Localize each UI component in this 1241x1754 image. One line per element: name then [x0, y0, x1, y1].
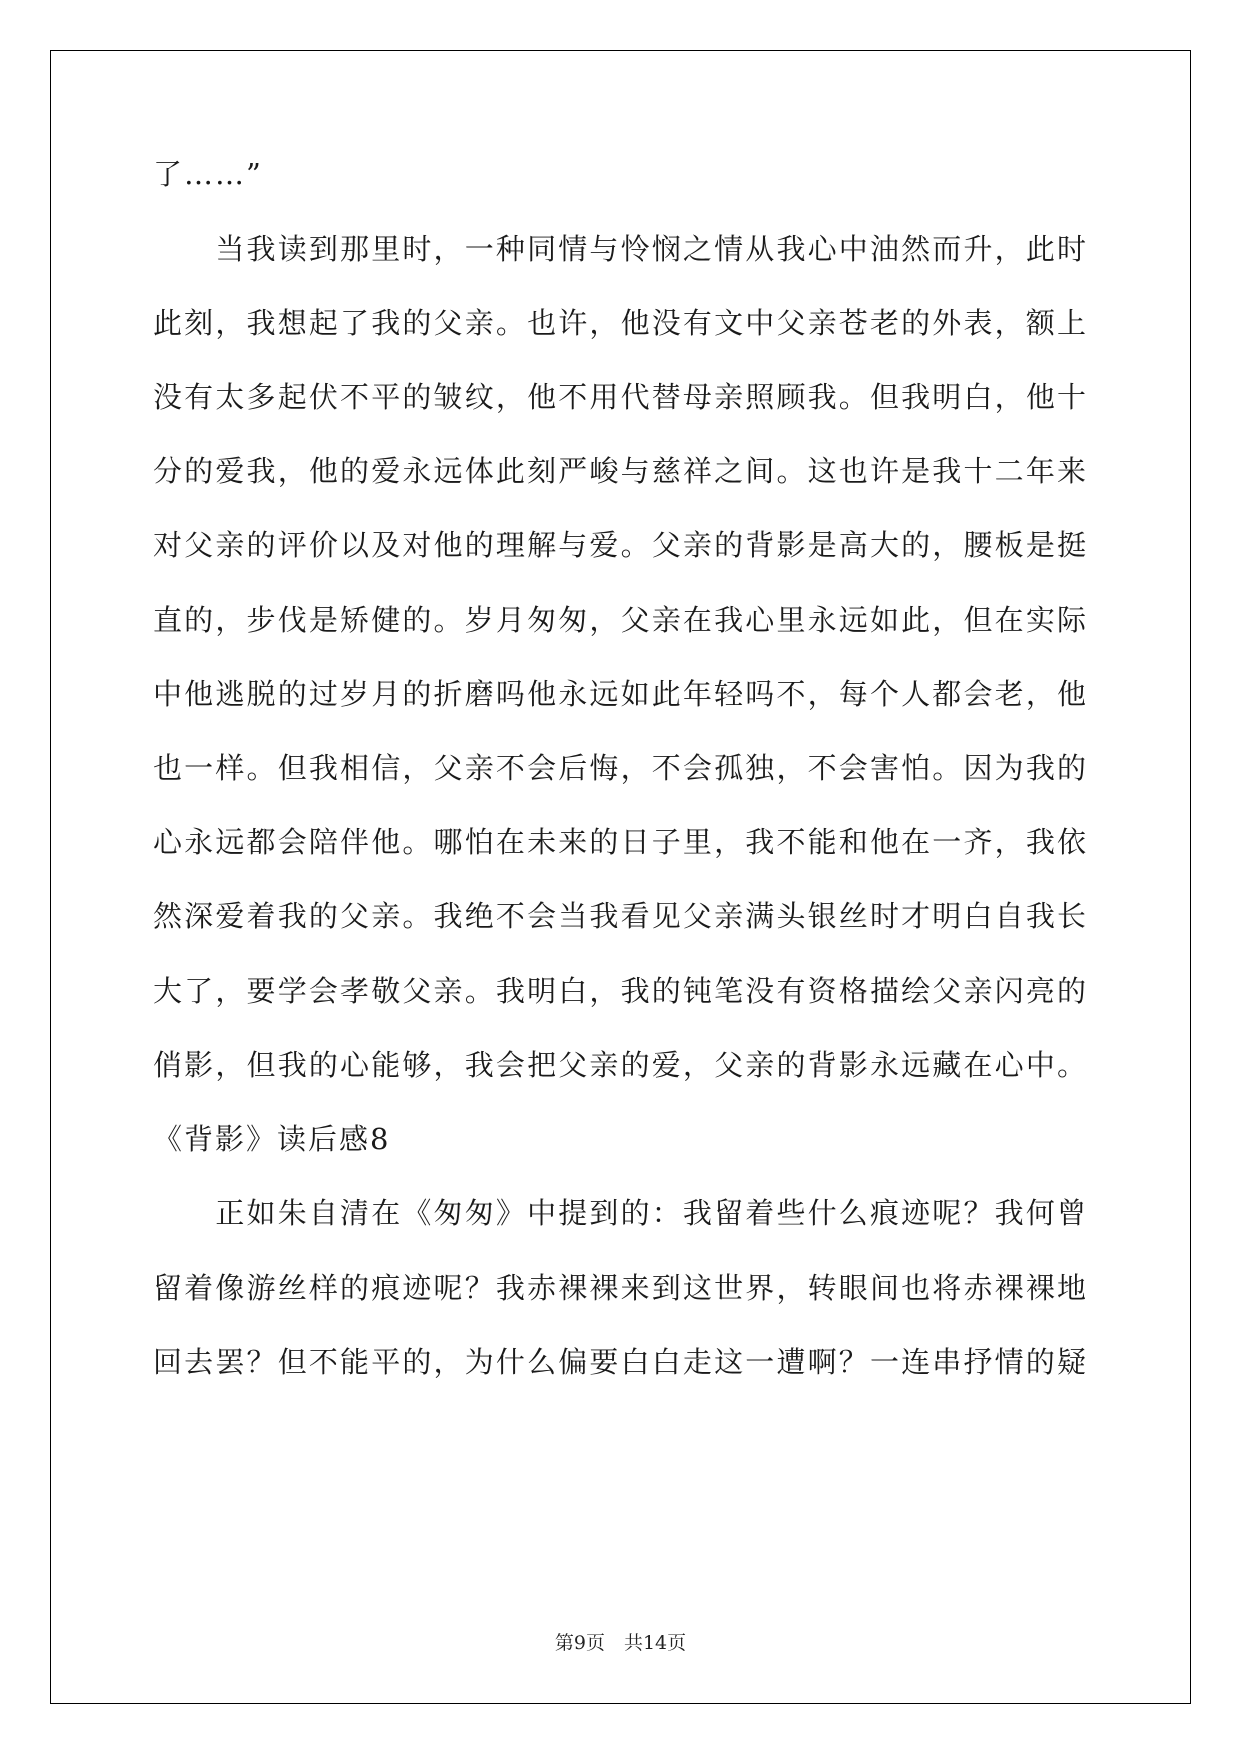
text-line: 直的，步伐是矫健的。岁月匆匆，父亲在我心里永远如此，但在实际	[153, 603, 1088, 637]
text-line: 心永远都会陪伴他。哪怕在未来的日子里，我不能和他在一齐，我依	[153, 825, 1088, 859]
section-heading: 《背影》读后感8	[153, 1122, 391, 1156]
page-border	[50, 50, 1191, 1704]
text-line: 俏影，但我的心能够，我会把父亲的爱，父亲的背影永远藏在心中。	[153, 1048, 1088, 1082]
text-line: 回去罢？但不能平的，为什么偏要白白走这一遭啊？一连串抒情的疑	[153, 1345, 1088, 1379]
text-line: 当我读到那里时，一种同情与怜悯之情从我心中油然而升，此时	[153, 232, 1088, 266]
text-line: 此刻，我想起了我的父亲。也许，他没有文中父亲苍老的外表，额上	[153, 306, 1088, 340]
text-line: 没有太多起伏不平的皱纹，他不用代替母亲照顾我。但我明白，他十	[153, 380, 1088, 414]
page-number: 第9页 共14页	[554, 1632, 687, 1654]
text-line: 大了，要学会孝敬父亲。我明白，我的钝笔没有资格描绘父亲闪亮的	[153, 974, 1088, 1008]
text-line: 对父亲的评价以及对他的理解与爱。父亲的背影是高大的，腰板是挺	[153, 528, 1088, 562]
text-line: 正如朱自清在《匆匆》中提到的：我留着些什么痕迹呢？我何曾	[153, 1196, 1088, 1230]
text-line: 然深爱着我的父亲。我绝不会当我看见父亲满头银丝时才明白自我长	[153, 899, 1088, 933]
text-line: 中他逃脱的过岁月的折磨吗他永远如此年轻吗不，每个人都会老，他	[153, 677, 1088, 711]
text-line: 也一样。但我相信，父亲不会后悔，不会孤独，不会害怕。因为我的	[153, 751, 1088, 785]
text-line: 留着像游丝样的痕迹呢？我赤裸裸来到这世界，转眼间也将赤裸裸地	[153, 1271, 1088, 1305]
text-line: 分的爱我，他的爱永远体此刻严峻与慈祥之间。这也许是我十二年来	[153, 454, 1088, 488]
text-line: 了……”	[153, 157, 263, 191]
